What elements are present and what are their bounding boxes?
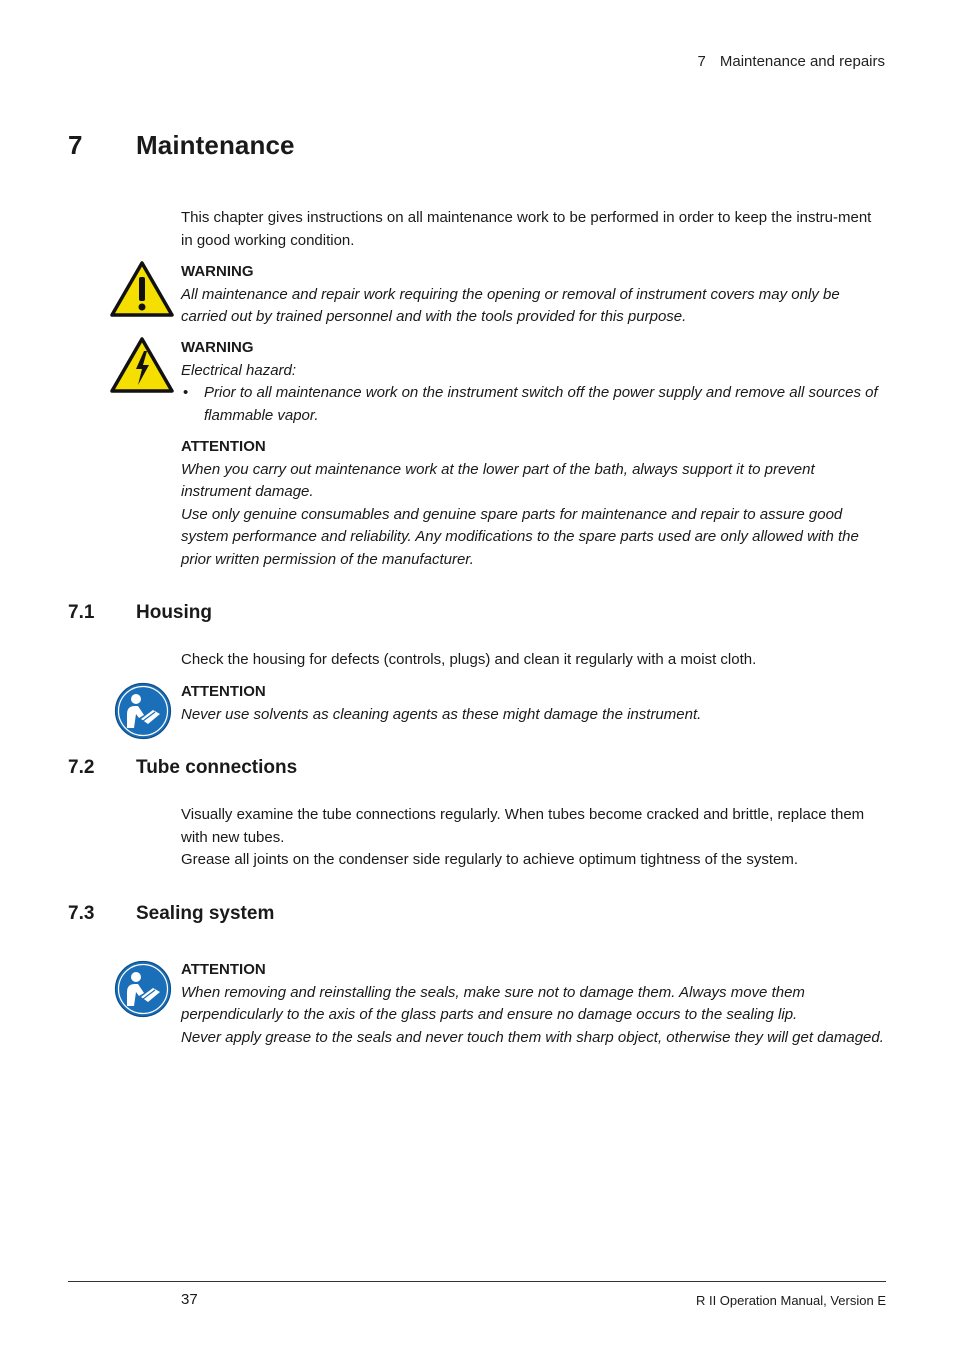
warning-text: All maintenance and repair work requiring the opening or removal of instrument covers may only be carried out by trained personnel and with the tools provided for this purpose. [181, 285, 840, 325]
page-number: 37 [181, 1291, 198, 1308]
attention-label: ATTENTION [181, 438, 266, 455]
section-heading-tube-connections [68, 757, 297, 779]
chapter-number: 7 [68, 130, 83, 160]
warning-triangle-icon [109, 260, 175, 318]
attention-text: Never use solvents as cleaning agents as these might damage the instrument. [181, 705, 702, 723]
attention-notice-housing [181, 681, 886, 726]
chapter-heading [68, 130, 295, 161]
warning-label: WARNING [181, 339, 254, 356]
housing-paragraph [181, 649, 886, 672]
document-name: R II Operation Manual, Version E [695, 1293, 886, 1308]
section-number: 7.1 [68, 602, 95, 623]
running-header-chapter-title: Maintenance and repairs [719, 53, 885, 70]
attention-text: Use only genuine consumables and genuine spare parts for maintenance and repair to assure good system performance and reliability. Any modifications to the spare parts used are only allowed with the prior written permission of the manufacturer. [181, 505, 859, 568]
warning-label: WARNING [181, 263, 254, 280]
attention-label: ATTENTION [181, 683, 266, 700]
tube-connections-text: Grease all joints on the condenser side regularly to achieve optimum tightness of the system. [181, 851, 798, 868]
electrical-hazard-icon [109, 336, 175, 394]
warning-notice-electrical [181, 337, 886, 427]
tube-connections-text: Visually examine the tube connections regularly. When tubes become cracked and brittle, replace them with new tubes. [181, 806, 865, 846]
section-number: 7.2 [68, 757, 95, 778]
section-title: Sealing system [136, 903, 275, 924]
section-title: Housing [136, 602, 212, 623]
attention-text: Never apply grease to the seals and never touch them with sharp object, otherwise they will get damaged. [181, 1028, 884, 1046]
section-heading-sealing-system [68, 903, 274, 925]
bullet-marker: • [183, 384, 189, 401]
intro-paragraph [181, 207, 886, 252]
bullet-item [181, 382, 886, 427]
warning-lead: Electrical hazard: [181, 361, 297, 379]
attention-label: ATTENTION [181, 961, 266, 978]
warning-notice-general [181, 261, 886, 329]
read-manual-icon [114, 682, 172, 740]
housing-text: Check the housing for defects (controls, plugs) and clean it regularly with a moist cloth. [181, 651, 757, 668]
attention-text: When you carry out maintenance work at the lower part of the bath, always support it to prevent instrument damage. [181, 460, 815, 500]
section-heading-housing [68, 602, 212, 624]
intro-text: This chapter gives instructions on all maintenance work to be performed in order to keep the instru-ment in good working condition. [181, 209, 872, 249]
running-header-chapter-num: 7 [697, 53, 706, 70]
chapter-title: Maintenance [136, 130, 295, 160]
section-title: Tube connections [136, 757, 298, 778]
footer-rule [68, 1281, 886, 1282]
section-number: 7.3 [68, 903, 95, 924]
running-header [0, 53, 885, 70]
attention-notice-sealing [181, 959, 886, 1049]
tube-connections-paragraph [181, 804, 886, 872]
attention-text: When removing and reinstalling the seals, make sure not to damage them. Always move them perpendicularly to the axis of the glass parts and ensure no damage occurs to the sealing lip. [181, 983, 805, 1023]
attention-notice-maintenance [181, 436, 886, 571]
read-manual-icon [114, 960, 172, 1018]
bullet-text: Prior to all maintenance work on the instrument switch off the power supply and remove all sources of flammable vapor. [204, 384, 878, 424]
